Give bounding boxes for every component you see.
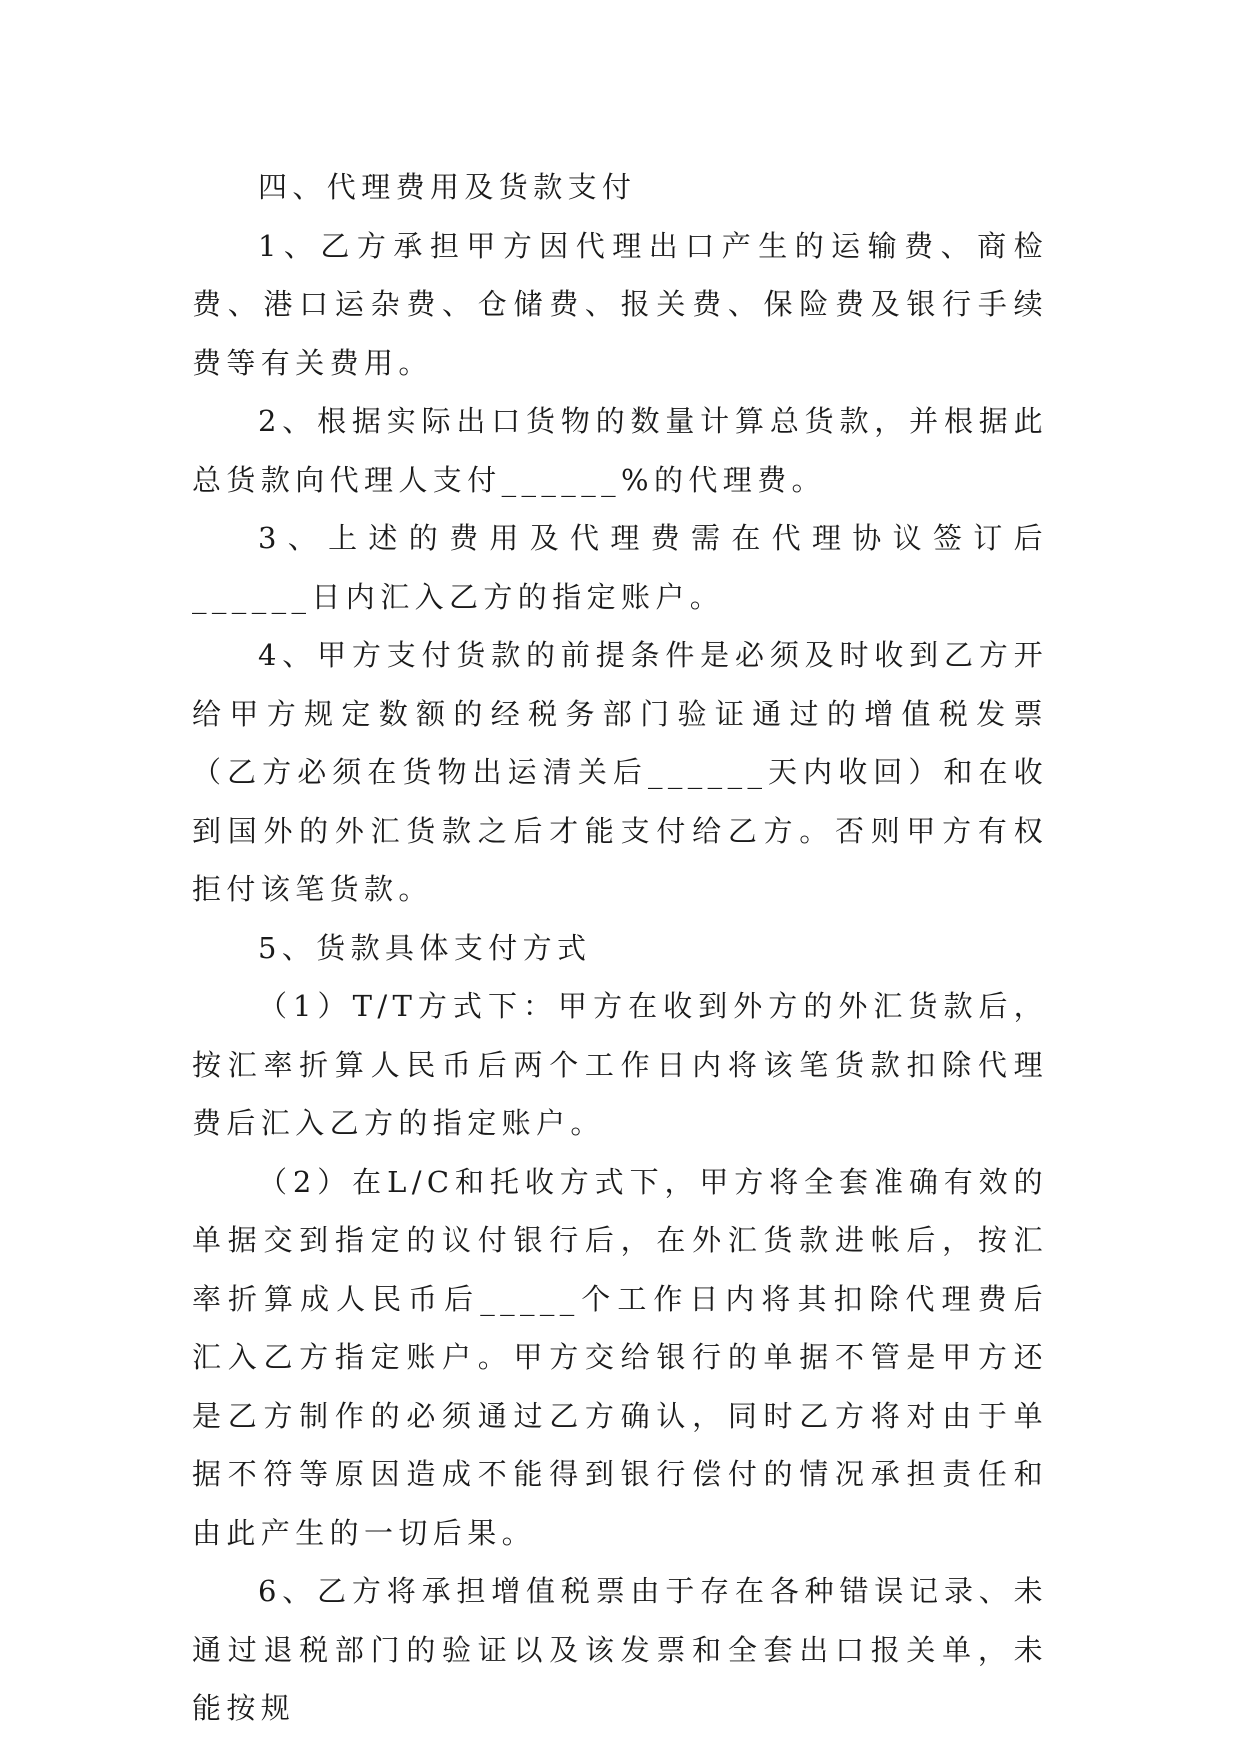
clause-3: 3、上述的费用及代理费需在代理协议签订后______日内汇入乙方的指定账户。 (192, 521, 1048, 614)
clause-2: 2、根据实际出口货物的数量计算总货款，并根据此总货款向代理人支付______%的代理费。 (192, 404, 1048, 497)
clause-5-2: （2）在L/C和托收方式下，甲方将全套准确有效的单据交到指定的议付银行后，在外汇货款进帐后，按汇率折算成人民币后_____个工作日内将其扣除代理费后汇入乙方指定账户。甲方交给银行的单据不管是甲方还是乙方制作的必须通过乙方确认，同时乙方将对由于单据不符等原因造成不能得到银行偿付的情况承担责任和由此产生的一切后果。 (192, 1164, 1048, 1550)
document-body (192, 158, 1048, 1738)
clause-6: 6、乙方将承担增值税票由于存在各种错误记录、未通过退税部门的验证以及该发票和全套出口报关单，未能按规 (192, 1574, 1048, 1725)
section-heading: 四、代理费用及货款支付 (258, 170, 637, 204)
clause-4: 4、甲方支付货款的前提条件是必须及时收到乙方开给甲方规定数额的经税务部门验证通过的增值税发票（乙方必须在货物出运清关后______天内收回）和在收到国外的外汇货款之后才能支付给乙方。否则甲方有权拒付该笔货款。 (192, 638, 1048, 906)
clause-5: 5、货款具体支付方式 (258, 930, 592, 965)
clause-1: 1、乙方承担甲方因代理出口产生的运输费、商检费、港口运杂费、仓储费、报关费、保险费及银行手续费等有关费用。 (192, 228, 1048, 380)
clause-5-1: （1）T/T方式下：甲方在收到外方的外汇货款后，按汇率折算人民币后两个工作日内将该笔货款扣除代理费后汇入乙方的指定账户。 (192, 989, 1048, 1140)
